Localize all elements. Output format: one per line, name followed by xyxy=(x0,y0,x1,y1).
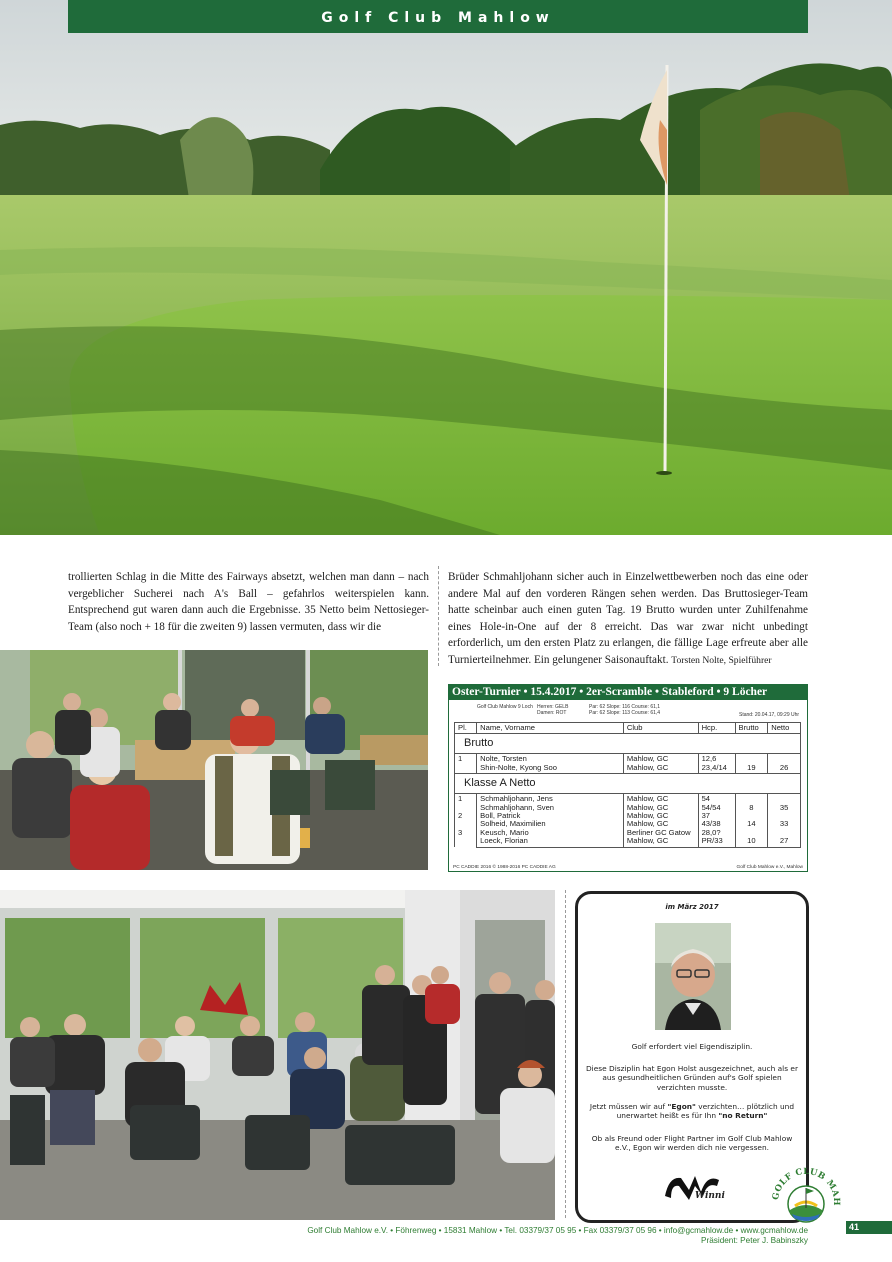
page-number: 41 xyxy=(846,1221,892,1234)
header-title: Golf Club Mahlow xyxy=(321,10,555,26)
memorial-para3 xyxy=(584,1102,800,1121)
player-name: Shin-Nolte, Kyong Soo xyxy=(480,762,557,772)
logo-text: GOLF CLUB MAH xyxy=(770,1166,842,1207)
col-header-netto: Netto xyxy=(768,723,801,734)
player-club: Berliner GC Gatow xyxy=(626,827,691,837)
player-hcp: 12,6 xyxy=(701,754,717,764)
memorial-para3-egon: "Egon" xyxy=(667,1102,696,1111)
section-row-brutto xyxy=(455,734,801,754)
cell-clubs xyxy=(623,794,698,847)
cell-names xyxy=(477,794,624,847)
memorial-portrait xyxy=(655,923,731,1030)
results-title: Oster-Turnier • 15.4.2017 • 2er-Scramble • Stableford • 9 Löcher xyxy=(449,685,807,700)
section-row-netto xyxy=(455,774,801,794)
results-meta-stand: Stand: 20.04.17, 09:29 Uhr xyxy=(739,712,800,718)
results-meta-damen: Damen: ROT xyxy=(537,710,567,716)
article-text-right: Brüder Schmahljohann sicher auch in Einzelwettbewerben noch das eine oder andere Mal auf den vorderen Rängen sehen werden. Das Bruttosieger-Team hatte scheinbar auch einen guten Tag. 19 Brutto wurden unter Zuhilfenahme eines Hole-in-One auf der 8 erreicht. Das war zwar nicht unbedingt erforderlich, um den ersten Platz zu erlangen, die fällige Lage erfreute aber alle Turnierteilnehmer. Ein gelungener Saisonauftakt. xyxy=(448,571,808,666)
photo-divider xyxy=(565,890,566,1218)
player-name: Keusch, Mario xyxy=(480,827,529,837)
section-title-netto: Klasse A Netto xyxy=(455,774,801,794)
results-meta-herren: Herren: GELB xyxy=(537,704,569,710)
player-club: Mahlow, GC xyxy=(626,754,669,764)
col-header-hcp: Hcp. xyxy=(698,723,735,734)
col-header-club: Club xyxy=(623,723,698,734)
memorial-title: im März 2017 xyxy=(665,903,719,911)
player-hcp: 37 xyxy=(701,811,711,821)
rank: 2 xyxy=(458,811,463,821)
golf-course-illustration xyxy=(0,0,892,535)
cell-pl xyxy=(455,794,477,847)
player-name: Loeck, Florian xyxy=(480,836,528,846)
player-name: Nolte, Torsten xyxy=(480,754,527,764)
table-row xyxy=(455,794,801,847)
results-header-row xyxy=(455,723,801,734)
results-footer-left: PC CADDIE 2016 © 1988-2016 PC CADDIE AG xyxy=(453,865,556,870)
brutto-value: 10 xyxy=(747,836,756,846)
player-name: Schmahljohann, Jens xyxy=(480,794,553,804)
brutto-value: 8 xyxy=(749,802,754,812)
player-club: Mahlow, GC xyxy=(626,794,669,804)
netto-value: 27 xyxy=(779,836,789,846)
memorial-para4: Ob als Freund oder Flight Partner im Golf Club Mahlow e.V., Egon wir werden dich nie vergessen. xyxy=(591,1134,793,1153)
brutto-value: 14 xyxy=(747,819,756,829)
player-hcp: PR/33 xyxy=(701,836,723,846)
cell-names xyxy=(477,754,624,774)
memorial-para2: Diese Disziplin hat Egon Holst ausgezeichnet, auch als er aus gesundheitlichen Gründen auf's Golf spielen verzichten musste. xyxy=(585,1064,799,1092)
player-club: Mahlow, GC xyxy=(626,802,669,812)
tournament-results-table xyxy=(448,684,808,872)
col-header-pl: Pl. xyxy=(455,723,477,734)
article-signature: Torsten Nolte, Spielführer xyxy=(671,654,772,666)
player-name: Solheid, Maximilien xyxy=(480,819,546,829)
netto-value: 35 xyxy=(779,802,789,812)
memorial-para3-b: verzichten… plötzlich und unerwartet heißt es für Ihn xyxy=(616,1102,795,1121)
player-club: Mahlow, GC xyxy=(626,836,669,846)
cell-hcps xyxy=(698,754,735,774)
memorial-signature xyxy=(661,1166,725,1208)
memorial-para3-a: Jetzt müssen wir auf xyxy=(589,1102,668,1111)
player-name: Boll, Patrick xyxy=(480,811,521,821)
player-hcp: 54 xyxy=(701,794,711,804)
rank: 3 xyxy=(458,827,463,837)
header-title-bar xyxy=(68,0,808,33)
netto-value: 33 xyxy=(779,819,789,829)
player-club: Mahlow, GC xyxy=(626,811,669,821)
col-header-name: Name, Vorname xyxy=(477,723,624,734)
golf-club-logo xyxy=(768,1158,842,1230)
results-grid xyxy=(454,722,801,848)
player-hcp: 54/54 xyxy=(701,802,721,812)
cell-netto xyxy=(768,794,801,847)
photo-guests-clubhouse xyxy=(0,890,555,1220)
player-club: Mahlow, GC xyxy=(626,762,669,772)
rank: 1 xyxy=(458,794,463,804)
player-hcp: 28,0? xyxy=(701,827,721,837)
player-hcp: 23,4/14 xyxy=(701,762,727,772)
cell-brutto xyxy=(735,794,768,847)
results-footer-right: Golf Club Mahlow e.V., Mahlow xyxy=(736,865,803,870)
hero-golf-green-photo xyxy=(0,0,892,535)
footer-address: Golf Club Mahlow e.V. • Föhrenweg • 15831 Mahlow • Tel. 03379/37 05 95 • Fax 03379/37 05 96 • info@gcmahlow.de • www.gcmahlow.de xyxy=(307,1226,808,1235)
col-header-brutto: Brutto xyxy=(735,723,768,734)
table-row xyxy=(455,754,801,774)
article-text-left: trollierten Schlag in die Mitte des Fairways absetzt, welchen man dann – nach vergeblicher Sucherei nach A's Ball – gefahrlos weiterspielen kann. Entsprechend gut waren dann auch die Ergebnisse. 35 Netto beim Nettosieger-Team (also noch + 18 für die zweiten 9) lassen vermuten, dass wir die xyxy=(68,571,429,633)
memorial-para3-noreturn: "no Return" xyxy=(718,1111,768,1121)
article-column-left xyxy=(68,569,429,635)
cell-netto: 26 xyxy=(768,754,801,774)
player-name: Schmahljohann, Sven xyxy=(480,802,555,812)
footer-president: Präsident: Peter J. Babinszky xyxy=(701,1236,808,1245)
photo-guests-terrace xyxy=(0,650,428,870)
handshake-icon xyxy=(661,1166,725,1208)
results-meta-club: Golf Club Mahlow 9 Loch xyxy=(477,704,533,710)
article-column-right xyxy=(448,569,808,670)
cell-brutto: 19 xyxy=(735,754,768,774)
cell-hcps xyxy=(698,794,735,847)
section-title-brutto: Brutto xyxy=(455,734,801,754)
player-hcp: 43/38 xyxy=(701,819,721,829)
column-divider xyxy=(438,566,439,666)
memorial-line1: Golf erfordert viel Eigendisziplin. xyxy=(631,1042,753,1051)
cell-pl: 1 xyxy=(455,754,477,774)
memorial-signature-name: Winni xyxy=(695,1191,725,1201)
results-meta-par-damen: Par: 62 Slope: 113 Course: 61,4 xyxy=(589,710,661,716)
results-meta-par-herren: Par: 62 Slope: 116 Course: 61,1 xyxy=(589,704,661,710)
cell-clubs xyxy=(623,754,698,774)
player-club: Mahlow, GC xyxy=(626,819,669,829)
